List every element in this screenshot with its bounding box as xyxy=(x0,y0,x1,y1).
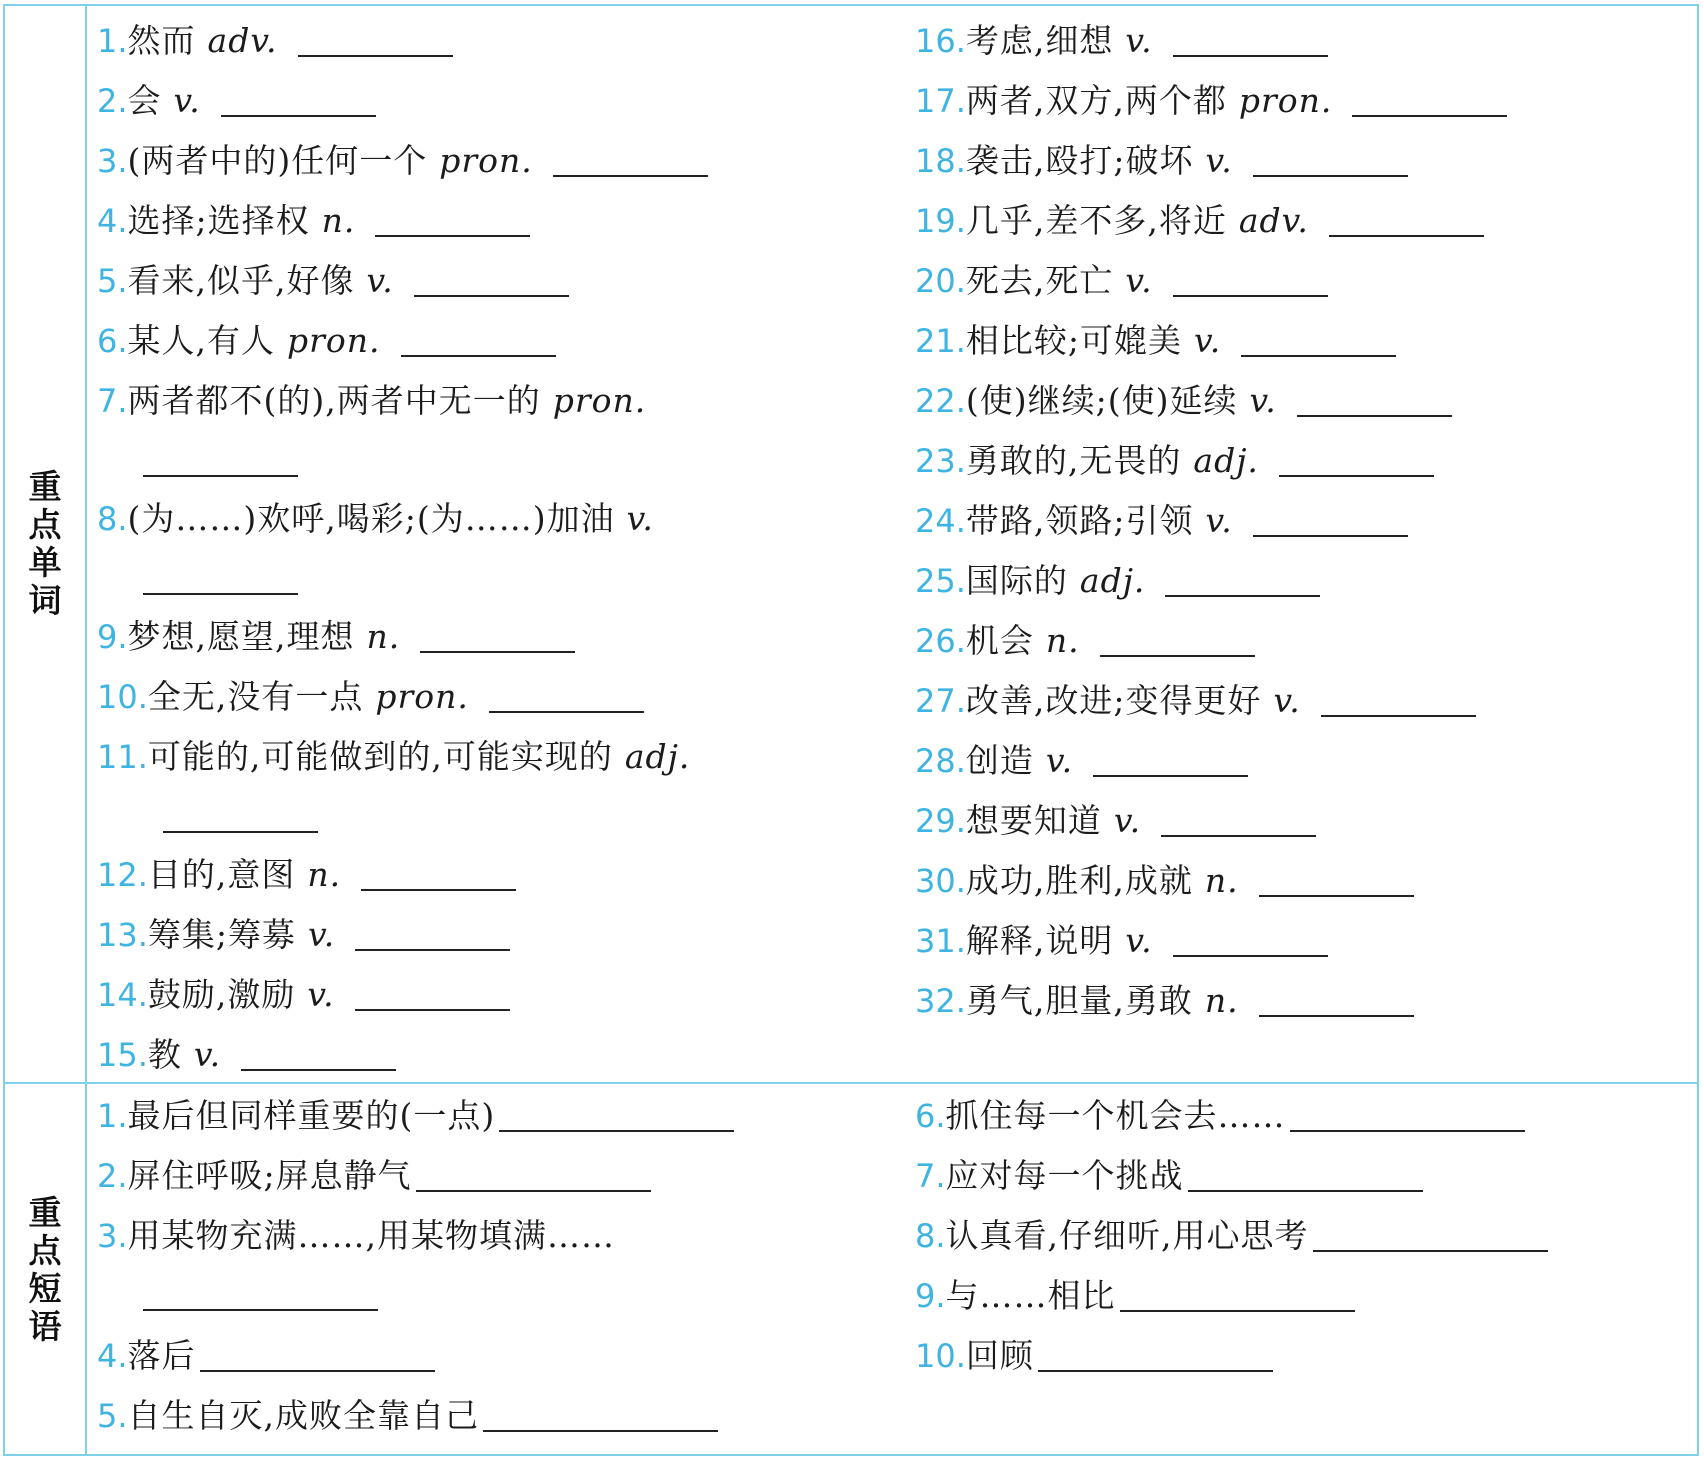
worksheet-table xyxy=(3,4,1699,1456)
answer-blank[interactable] xyxy=(221,114,376,117)
answer-blank[interactable] xyxy=(1253,174,1408,177)
phrase-item-2 xyxy=(97,1156,651,1196)
item-number: 21. xyxy=(915,322,966,360)
label-char: 重 xyxy=(28,467,62,506)
answer-blank[interactable] xyxy=(1313,1249,1548,1252)
item-number: 23. xyxy=(915,442,966,480)
answer-blank[interactable] xyxy=(298,54,453,57)
item-pos: v. xyxy=(307,975,335,1014)
word-item-9 xyxy=(97,617,575,657)
phrase-item-10 xyxy=(915,1336,1273,1376)
item-pos: v. xyxy=(626,499,654,538)
word-item-2 xyxy=(97,81,376,121)
item-number: 7. xyxy=(915,1157,946,1195)
item-meaning: 筹集;筹募 xyxy=(147,915,297,954)
item-meaning: 死去,死亡 xyxy=(965,261,1114,300)
item-pos: pron. xyxy=(287,321,381,360)
item-meaning: (使)继续;(使)延续 xyxy=(965,381,1238,420)
item-number: 4. xyxy=(97,202,128,240)
item-meaning: 想要知道 xyxy=(965,801,1102,840)
word-item-5 xyxy=(97,261,569,301)
word-item-11 xyxy=(97,737,690,777)
answer-blank[interactable] xyxy=(143,1308,378,1311)
label-char: 单 xyxy=(28,543,62,582)
answer-blank[interactable] xyxy=(1352,114,1507,117)
item-meaning: 鼓励,激励 xyxy=(147,975,296,1014)
item-number: 12. xyxy=(97,856,148,894)
item-number: 8. xyxy=(97,500,128,538)
answer-blank[interactable] xyxy=(355,948,510,951)
item-meaning: 梦想,愿望,理想 xyxy=(127,617,355,656)
item-meaning: 落后 xyxy=(127,1336,196,1375)
word-item-27 xyxy=(915,681,1476,721)
word-item-32 xyxy=(915,981,1414,1021)
word-item-16 xyxy=(915,21,1328,61)
word-item-28 xyxy=(915,741,1248,781)
label-char: 重 xyxy=(28,1193,62,1232)
item-pos: n. xyxy=(307,855,342,894)
answer-blank[interactable] xyxy=(1329,234,1484,237)
item-pos: v. xyxy=(1125,261,1153,300)
answer-blank[interactable] xyxy=(1297,414,1452,417)
answer-blank[interactable] xyxy=(1038,1369,1273,1372)
item-meaning: 相比较;可媲美 xyxy=(965,321,1183,360)
section-label-key-phrases xyxy=(5,1084,85,1456)
phrase-item-1 xyxy=(97,1096,734,1136)
item-meaning: 屏住呼吸;屏息静气 xyxy=(127,1156,412,1195)
item-number: 20. xyxy=(915,262,966,300)
item-meaning: 可能的,可能做到的,可能实现的 xyxy=(147,737,613,776)
phrase-item-7 xyxy=(915,1156,1423,1196)
answer-blank[interactable] xyxy=(1321,714,1476,717)
word-item-29 xyxy=(915,801,1316,841)
item-meaning: (为……)欢呼,喝彩;(为……)加油 xyxy=(127,499,615,538)
item-pos: n. xyxy=(321,201,356,240)
word-item-20 xyxy=(915,261,1328,301)
item-pos: adj. xyxy=(1193,441,1259,480)
item-number: 19. xyxy=(915,202,966,240)
word-item-19 xyxy=(915,201,1484,241)
item-pos: adj. xyxy=(624,737,691,776)
word-item-21 xyxy=(915,321,1396,361)
label-char: 语 xyxy=(28,1307,62,1346)
item-pos: adv. xyxy=(207,21,278,60)
item-pos: v. xyxy=(1205,141,1233,180)
word-item-25 xyxy=(915,561,1320,601)
item-number: 29. xyxy=(915,802,966,840)
item-number: 9. xyxy=(97,618,128,656)
answer-blank[interactable] xyxy=(375,234,530,237)
answer-blank[interactable] xyxy=(355,1008,510,1011)
item-number: 16. xyxy=(915,22,966,60)
word-item-24 xyxy=(915,501,1408,541)
section-label-key-words xyxy=(5,6,85,1082)
item-number: 4. xyxy=(97,1337,128,1375)
answer-blank[interactable] xyxy=(1173,294,1328,297)
item-number: 14. xyxy=(97,976,148,1014)
answer-blank[interactable] xyxy=(1165,594,1320,597)
answer-blank[interactable] xyxy=(420,650,575,653)
item-meaning: 改善,改进;变得更好 xyxy=(965,681,1262,720)
label-char: 点 xyxy=(28,505,62,544)
answer-blank[interactable] xyxy=(1093,774,1248,777)
answer-blank[interactable] xyxy=(401,354,556,357)
item-number: 8. xyxy=(915,1217,946,1255)
phrase-item-3 xyxy=(97,1216,615,1256)
item-meaning: 抓住每一个机会去…… xyxy=(945,1096,1286,1135)
label-char: 词 xyxy=(28,581,62,620)
item-meaning: 目的,意图 xyxy=(147,855,296,894)
answer-blank[interactable] xyxy=(483,1429,718,1432)
item-number: 3. xyxy=(97,142,128,180)
item-meaning: 两者都不(的),两者中无一的 xyxy=(127,381,541,420)
item-pos: v. xyxy=(1045,741,1074,780)
item-meaning: 带路,领路;引领 xyxy=(965,501,1194,540)
item-number: 5. xyxy=(97,1397,128,1435)
item-pos: v. xyxy=(193,1035,222,1074)
item-pos: pron. xyxy=(552,381,647,420)
item-pos: n. xyxy=(1204,981,1239,1020)
answer-blank[interactable] xyxy=(1120,1309,1355,1312)
item-meaning: 然而 xyxy=(127,21,196,60)
item-meaning: 与……相比 xyxy=(945,1276,1116,1315)
item-number: 5. xyxy=(97,262,128,300)
item-meaning: 自生自灭,成败全靠自己 xyxy=(127,1396,480,1435)
word-item-7 xyxy=(97,381,646,421)
item-number: 1. xyxy=(97,22,128,60)
item-meaning: 袭击,殴打;破坏 xyxy=(965,141,1194,180)
item-meaning: 两者,双方,两个都 xyxy=(965,81,1227,120)
word-item-12 xyxy=(97,855,516,895)
item-pos: n. xyxy=(1204,861,1239,900)
item-number: 28. xyxy=(915,742,966,780)
word-item-15 xyxy=(97,1035,396,1075)
item-meaning: 认真看,仔细听,用心思考 xyxy=(945,1216,1309,1255)
item-number: 32. xyxy=(915,982,966,1020)
word-item-30 xyxy=(915,861,1414,901)
item-number: 10. xyxy=(915,1337,966,1375)
item-number: 1. xyxy=(97,1097,128,1135)
word-item-22 xyxy=(915,381,1452,421)
item-pos: v. xyxy=(173,81,201,120)
item-pos: v. xyxy=(1113,801,1142,840)
item-meaning: 国际的 xyxy=(965,561,1068,600)
item-pos: v. xyxy=(1125,921,1153,960)
item-pos: v. xyxy=(1125,21,1153,60)
item-meaning: 某人,有人 xyxy=(127,321,276,360)
item-meaning: 考虑,细想 xyxy=(965,21,1114,60)
item-meaning: 机会 xyxy=(965,621,1034,660)
item-meaning: 勇气,胆量,勇敢 xyxy=(965,981,1193,1020)
answer-blank[interactable] xyxy=(1173,54,1328,57)
item-number: 15. xyxy=(97,1036,148,1074)
word-item-31 xyxy=(915,921,1328,961)
answer-blank[interactable] xyxy=(1188,1189,1423,1192)
word-item-13 xyxy=(97,915,510,955)
answer-blank[interactable] xyxy=(143,474,298,477)
item-meaning: 选择;选择权 xyxy=(127,201,310,240)
item-pos: v. xyxy=(1249,381,1277,420)
phrase-item-6 xyxy=(915,1096,1525,1136)
item-pos: pron. xyxy=(1238,81,1333,120)
item-meaning: (两者中的)任何一个 xyxy=(127,141,428,180)
word-item-3 xyxy=(97,141,708,181)
item-number: 17. xyxy=(915,82,966,120)
item-number: 13. xyxy=(97,916,148,954)
answer-blank[interactable] xyxy=(416,1189,651,1192)
answer-blank[interactable] xyxy=(1173,954,1328,957)
answer-blank[interactable] xyxy=(200,1369,435,1372)
item-meaning: 解释,说明 xyxy=(965,921,1114,960)
item-pos: pron. xyxy=(439,141,533,180)
item-meaning: 几乎,差不多,将近 xyxy=(965,201,1227,240)
answer-blank[interactable] xyxy=(1241,354,1396,357)
answer-blank[interactable] xyxy=(1161,834,1316,837)
item-pos: v. xyxy=(1273,681,1301,720)
item-meaning: 看来,似乎,好像 xyxy=(127,261,355,300)
item-number: 10. xyxy=(97,678,148,716)
phrase-item-4 xyxy=(97,1336,435,1376)
item-number: 7. xyxy=(97,382,128,420)
item-meaning: 创造 xyxy=(965,741,1034,780)
item-number: 27. xyxy=(915,682,966,720)
answer-blank[interactable] xyxy=(1259,894,1414,897)
item-pos: pron. xyxy=(375,677,469,716)
word-item-8 xyxy=(97,499,654,539)
item-number: 2. xyxy=(97,1157,128,1195)
phrase-item-5 xyxy=(97,1396,718,1436)
item-pos: v. xyxy=(1205,501,1233,540)
item-pos: v. xyxy=(366,261,394,300)
answer-blank[interactable] xyxy=(361,888,516,891)
item-pos: n. xyxy=(1045,621,1080,660)
answer-blank[interactable] xyxy=(489,710,644,713)
item-number: 9. xyxy=(915,1277,946,1315)
phrase-item-8 xyxy=(915,1216,1548,1256)
item-number: 31. xyxy=(915,922,966,960)
label-char: 点 xyxy=(28,1231,62,1270)
label-char: 短 xyxy=(28,1269,62,1308)
item-meaning: 勇敢的,无畏的 xyxy=(965,441,1182,480)
answer-blank[interactable] xyxy=(143,592,298,595)
item-number: 3. xyxy=(97,1217,128,1255)
item-number: 30. xyxy=(915,862,966,900)
item-number: 2. xyxy=(97,82,128,120)
answer-blank[interactable] xyxy=(1253,534,1408,537)
item-pos: adv. xyxy=(1238,201,1309,240)
section-divider xyxy=(5,1082,1697,1084)
answer-blank[interactable] xyxy=(163,830,318,833)
word-item-1 xyxy=(97,21,453,61)
answer-blank[interactable] xyxy=(553,174,708,177)
answer-blank[interactable] xyxy=(414,294,569,297)
answer-blank[interactable] xyxy=(499,1129,734,1132)
answer-blank[interactable] xyxy=(1259,1014,1414,1017)
item-number: 6. xyxy=(97,322,128,360)
answer-blank[interactable] xyxy=(241,1068,396,1071)
item-number: 11. xyxy=(97,738,148,776)
word-item-23 xyxy=(915,441,1434,481)
answer-blank[interactable] xyxy=(1100,654,1255,657)
item-pos: adj. xyxy=(1079,561,1146,600)
item-meaning: 回顾 xyxy=(965,1336,1034,1375)
word-item-6 xyxy=(97,321,556,361)
item-number: 24. xyxy=(915,502,966,540)
item-number: 22. xyxy=(915,382,966,420)
word-item-26 xyxy=(915,621,1255,661)
answer-blank[interactable] xyxy=(1279,474,1434,477)
item-meaning: 最后但同样重要的(一点) xyxy=(127,1096,496,1135)
item-number: 25. xyxy=(915,562,966,600)
item-number: 26. xyxy=(915,622,966,660)
item-meaning: 全无,没有一点 xyxy=(147,677,364,716)
answer-blank[interactable] xyxy=(1290,1129,1525,1132)
item-meaning: 应对每一个挑战 xyxy=(945,1156,1184,1195)
item-number: 18. xyxy=(915,142,966,180)
item-number: 6. xyxy=(915,1097,946,1135)
word-item-14 xyxy=(97,975,510,1015)
item-meaning: 用某物充满……,用某物填满…… xyxy=(127,1216,616,1255)
item-pos: n. xyxy=(366,617,401,656)
word-item-10 xyxy=(97,677,644,717)
phrase-item-9 xyxy=(915,1276,1355,1316)
item-meaning: 会 xyxy=(127,81,162,120)
label-column-divider xyxy=(85,6,87,1454)
item-pos: v. xyxy=(308,915,336,954)
item-meaning: 教 xyxy=(147,1035,182,1074)
item-pos: v. xyxy=(1194,321,1222,360)
word-item-18 xyxy=(915,141,1408,181)
item-meaning: 成功,胜利,成就 xyxy=(965,861,1193,900)
word-item-4 xyxy=(97,201,530,241)
word-item-17 xyxy=(915,81,1507,121)
